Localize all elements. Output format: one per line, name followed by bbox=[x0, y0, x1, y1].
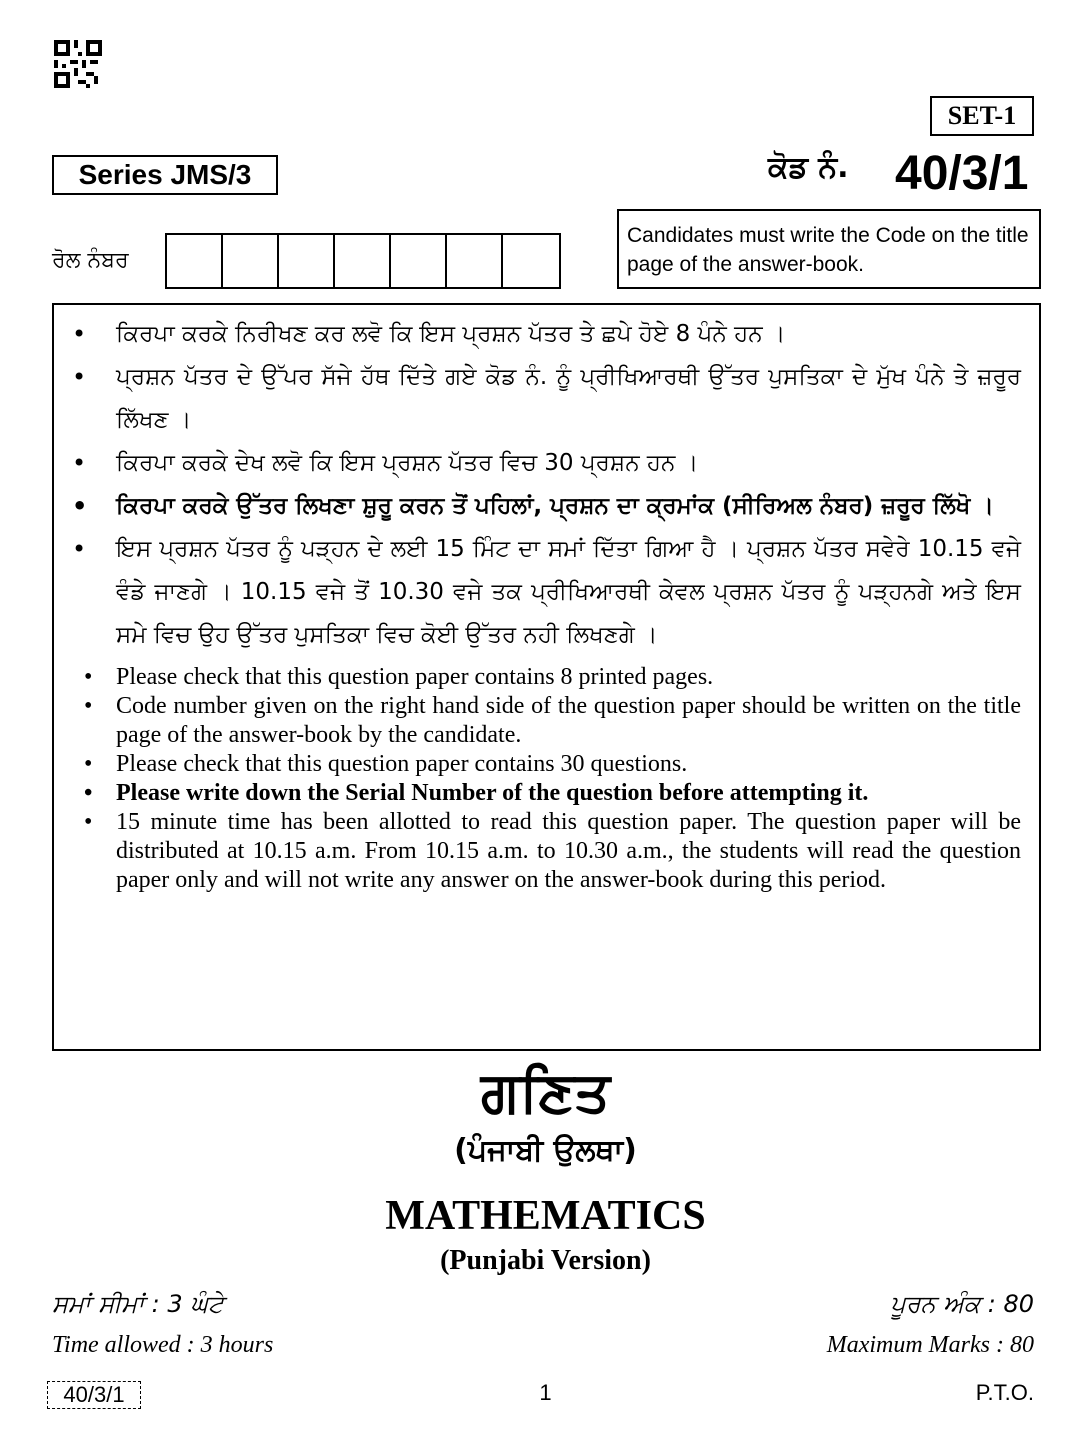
time-allowed-english: Time allowed : 3 hours bbox=[52, 1332, 274, 1358]
instructions-english bbox=[68, 663, 1021, 895]
instructions-punjabi bbox=[68, 313, 1021, 657]
page-number: 1 bbox=[539, 1380, 552, 1405]
instruction-item: • ਪ੍ਰਸ਼ਨ ਪੱਤਰ ਦੇ ਉੱਪਰ ਸੱਜੇ ਹੱਥ ਦਿੱਤੇ ਗਏ ਕੋਡ ਨੰ. ਨੂੰ ਪ੍ਰੀਖਿਆਰਥੀ ਉੱਤਰ ਪੁਸਤਿਕਾ ਦੇ ਮੁੱਖ ਪੰਨੇ ਤੇ ਜ਼ਰੂਰ ਲਿੱਖਣ । bbox=[68, 356, 1021, 442]
instruction-item: • Code number given on the right hand side of the question paper should be written on the title page of the answer-book by the candidate. bbox=[68, 692, 1021, 750]
roll-number-cell[interactable] bbox=[223, 235, 279, 287]
instruction-item: • Please check that this question paper contains 8 printed pages. bbox=[68, 663, 1021, 692]
time-allowed-punjabi: ਸਮਾਂ ਸੀਮਾਂ : 3 ਘੰਟੇ bbox=[52, 1290, 224, 1318]
code-label: ਕੋਡ ਨੰ. bbox=[768, 150, 849, 185]
roll-number-label: ਰੋਲ ਨੰਬਰ bbox=[52, 248, 129, 273]
roll-number-cell[interactable] bbox=[335, 235, 391, 287]
maximum-marks-english: Maximum Marks : 80 bbox=[826, 1332, 1034, 1358]
footer-code: 40/3/1 bbox=[47, 1381, 141, 1409]
subject-title-punjabi: ਗਣਿਤ bbox=[480, 1060, 611, 1125]
series-label: Series JMS/3 bbox=[52, 155, 278, 195]
instruction-item: • Please write down the Serial Number of the question before attempting it. bbox=[68, 779, 1021, 808]
instruction-item: • ਕਿਰਪਾ ਕਰਕੇ ਦੇਖ ਲਵੋ ਕਿ ਇਸ ਪ੍ਰਸ਼ਨ ਪੱਤਰ ਵਿਚ 30 ਪ੍ਰਸ਼ਨ ਹਨ । bbox=[68, 442, 1021, 485]
instruction-item: • ਇਸ ਪ੍ਰਸ਼ਨ ਪੱਤਰ ਨੂੰ ਪੜ੍ਹਨ ਦੇ ਲਈ 15 ਮਿੰਟ ਦਾ ਸਮਾਂ ਦਿੱਤਾ ਗਿਆ ਹੈ । ਪ੍ਰਸ਼ਨ ਪੱਤਰ ਸਵੇਰੇ 10.15 ਵਜੇ ਵੰਡੇ ਜਾਣਗੇ । 10.15 ਵਜੇ ਤੋਂ 10.30 ਵਜੇ ਤਕ ਪ੍ਰੀਖਿਆਰਥੀ ਕੇਵਲ ਪ੍ਰਸ਼ਨ ਪੱਤਰ ਨੂੰ ਪੜ੍ਹਨਗੇ ਅਤੇ ਇਸ ਸਮੇ ਵਿਚ ਉਹ ਉੱਤਰ ਪੁਸਤਿਕਾ ਵਿਚ ਕੋਈ ਉੱਤਰ ਨਹੀ ਲਿਖਣਗੇ । bbox=[68, 528, 1021, 657]
instructions-box bbox=[52, 303, 1041, 1051]
roll-number-cell[interactable] bbox=[503, 235, 559, 287]
instruction-item: • ਕਿਰਪਾ ਕਰਕੇ ਨਿਰੀਖਣ ਕਰ ਲਵੋ ਕਿ ਇਸ ਪ੍ਰਸ਼ਨ ਪੱਤਰ ਤੇ ਛਪੇ ਹੋਏ 8 ਪੰਨੇ ਹਨ । bbox=[68, 313, 1021, 356]
roll-number-cell[interactable] bbox=[167, 235, 223, 287]
instruction-item: • 15 minute time has been allotted to read this question paper. The question paper will be distributed at 10.15 a.m. From 10.15 a.m. to 10.30 a.m., the students will read the question paper only and will not write any answer on the answer-book during this period. bbox=[68, 808, 1021, 895]
subject-version-english: (Punjabi Version) bbox=[440, 1245, 651, 1276]
candidates-note: Candidates must write the Code on the title page of the answer-book. bbox=[617, 209, 1041, 289]
instruction-item: • ਕਿਰਪਾ ਕਰਕੇ ਉੱਤਰ ਲਿਖਣਾ ਸ਼ੁਰੂ ਕਰਨ ਤੋਂ ਪਹਿਲਾਂ, ਪ੍ਰਸ਼ਨ ਦਾ ਕ੍ਰਮਾਂਕ (ਸੀਰਿਅਲ ਨੰਬਰ) ਜ਼ਰੂਰ ਲਿੱਖੋ । bbox=[68, 485, 1021, 528]
roll-number-cell[interactable] bbox=[391, 235, 447, 287]
subject-version-punjabi: (ਪੰਜਾਬੀ ਉਲਥਾ) bbox=[454, 1133, 637, 1168]
roll-number-boxes bbox=[165, 233, 561, 289]
roll-number-cell[interactable] bbox=[279, 235, 335, 287]
code-value: 40/3/1 bbox=[895, 147, 1029, 200]
qr-code-icon bbox=[54, 40, 102, 88]
subject-title-english: MATHEMATICS bbox=[385, 1193, 706, 1239]
pto-label: P.T.O. bbox=[975, 1380, 1034, 1405]
maximum-marks-punjabi: ਪੂਰਨ ਅੰਕ : 80 bbox=[890, 1290, 1034, 1318]
set-label: SET-1 bbox=[930, 96, 1034, 136]
instruction-item: • Please check that this question paper contains 30 questions. bbox=[68, 750, 1021, 779]
roll-number-cell[interactable] bbox=[447, 235, 503, 287]
